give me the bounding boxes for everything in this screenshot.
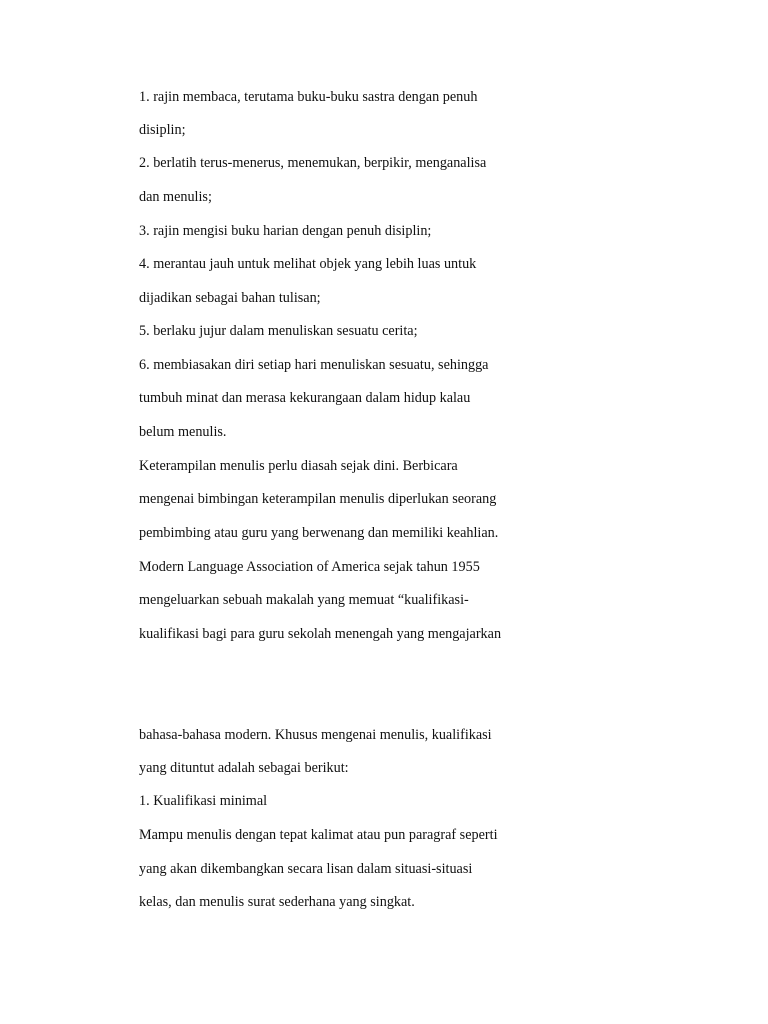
text-line: bahasa-bahasa modern. Khusus mengenai menulis, kualifikasi <box>139 727 492 743</box>
text-line: dan menulis; <box>139 189 212 205</box>
text-line: yang dituntut adalah sebagai berikut: <box>139 760 349 776</box>
text-line: dijadikan sebagai bahan tulisan; <box>139 290 321 306</box>
text-line: 2. berlatih terus-menerus, menemukan, berpikir, menganalisa <box>139 155 487 171</box>
text-line: Mampu menulis dengan tepat kalimat atau pun paragraf seperti <box>139 827 498 843</box>
text-line: Modern Language Association of America sejak tahun 1955 <box>139 559 480 575</box>
text-line: 4. merantau jauh untuk melihat objek yang lebih luas untuk <box>139 256 477 272</box>
text-line: kelas, dan menulis surat sederhana yang singkat. <box>139 894 415 910</box>
text-line: Keterampilan menulis perlu diasah sejak dini. Berbicara <box>139 458 458 474</box>
text-line: disiplin; <box>139 122 186 138</box>
text-line: 1. Kualifikasi minimal <box>139 793 268 809</box>
text-line: 5. berlaku jujur dalam menuliskan sesuatu cerita; <box>139 323 418 339</box>
text-line: 1. rajin membaca, terutama buku-buku sastra dengan penuh <box>139 89 478 105</box>
text-line: belum menulis. <box>139 424 227 440</box>
text-line: yang akan dikembangkan secara lisan dalam situasi-situasi <box>139 861 473 877</box>
text-line: 3. rajin mengisi buku harian dengan penuh disiplin; <box>139 223 432 239</box>
text-line: tumbuh minat dan merasa kekurangaan dalam hidup kalau <box>139 390 471 406</box>
text-line: pembimbing atau guru yang berwenang dan memiliki keahlian. <box>139 525 499 541</box>
text-line: kualifikasi bagi para guru sekolah menengah yang mengajarkan <box>139 626 502 642</box>
text-line: mengenai bimbingan keterampilan menulis diperlukan seorang <box>139 491 497 507</box>
text-line: mengeluarkan sebuah makalah yang memuat “kualifikasi- <box>139 592 469 608</box>
text-line: 6. membiasakan diri setiap hari menuliskan sesuatu, sehingga <box>139 357 489 373</box>
